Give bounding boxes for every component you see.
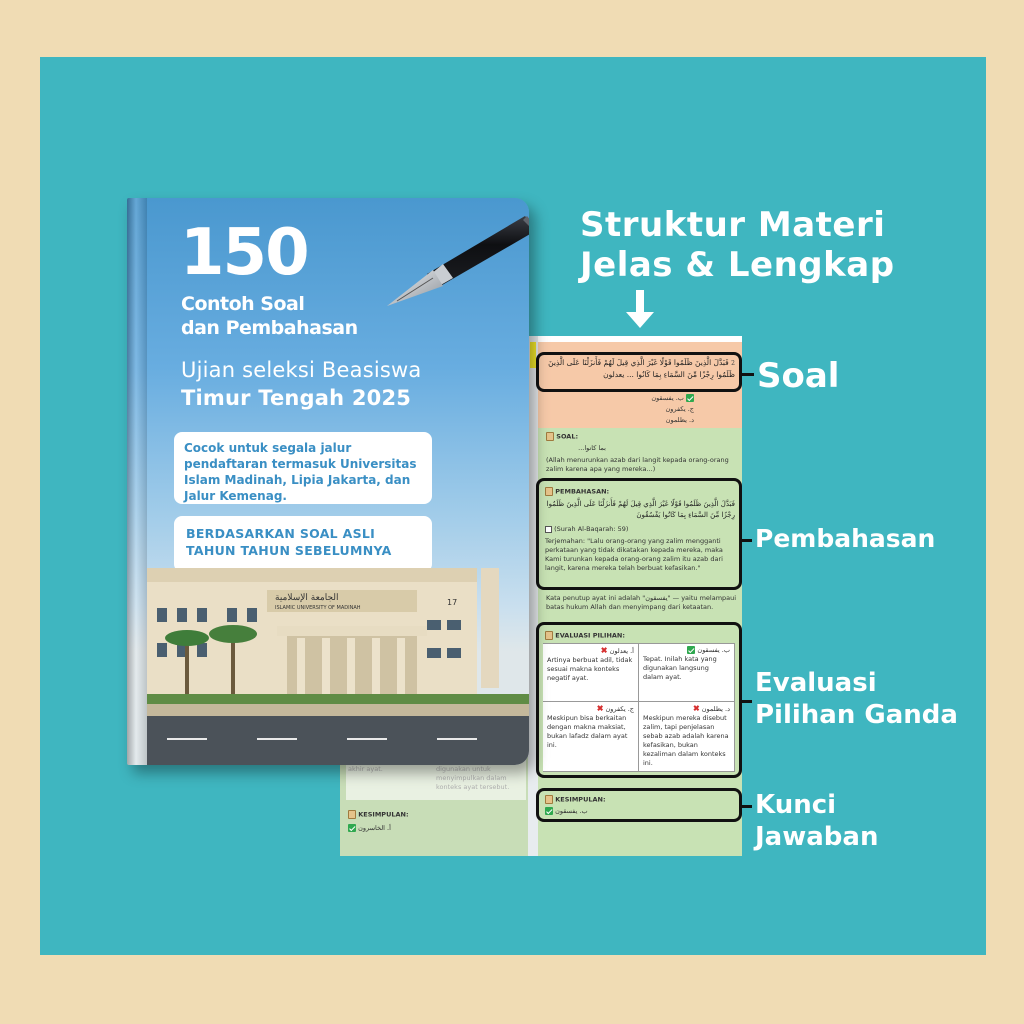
option-c: ج. يكفرون: [665, 405, 694, 413]
eval-cell-b: [639, 644, 735, 702]
evaluasi-grid: [543, 643, 735, 771]
label-kunci-line2: Jawaban: [755, 822, 879, 852]
soal-box: [536, 352, 742, 392]
question-number: 2: [731, 360, 735, 367]
building-number: 17: [447, 598, 458, 607]
connector-evaluasi: [740, 700, 752, 703]
scroll-icon: [545, 487, 553, 496]
label-kunci-jawaban: [755, 789, 878, 853]
eval-a-title: أ. يعدلون: [609, 647, 634, 655]
soal-translation: (Allah menurunkan azab dari langit kepada orang-orang zalim karena apa yang mereka...): [546, 456, 729, 473]
kesimpulan-label: KESIMPULAN:: [555, 795, 606, 804]
eval-a-text: Artinya berbuat adil, tidak sesuai makna konteks negatif ayat.: [547, 656, 633, 682]
page-divider: [528, 336, 538, 856]
eval-b-title: ب. يفسقون: [697, 646, 730, 654]
kesimpulan-answer: ب. يفسقون: [555, 807, 588, 815]
eval-d-title: د. يظلمون: [701, 705, 730, 713]
building-sign-arabic: الجامعة الإسلامية: [275, 593, 339, 603]
eval-b-text: Tepat. Inilah kata yang digunakan langsung dalam ayat.: [643, 655, 717, 681]
question-text: فَبَدَّلَ الَّذِينَ ظَلَمُوا قَوْلًا غَيْرَ الَّذِي قِيلَ لَهُمْ فَأَنزَلْنَا عَلَى الَّذِينَ ظَلَمُوا رِجْزًا مِّنَ السَّمَاءِ بِمَا كَانُوا ... يعدلون: [548, 358, 735, 379]
cross-icon: ✖: [693, 703, 700, 713]
checkbox-icon: [545, 526, 552, 533]
scroll-icon: [545, 795, 553, 804]
option-d: د. يظلمون: [665, 416, 694, 424]
kesimpulan-box: [536, 788, 742, 822]
book-badge-card: [174, 516, 432, 572]
label-evaluasi: [755, 667, 958, 731]
book-number: 150: [180, 216, 308, 290]
terjemahan: Terjemahan: "Lalu orang-orang yang zalim mengganti perkataan yang tidak dikatakan kepada mereka, maka Kami turunkan kepada orang-orang zalim itu azab dari langit, karena mereka telah berbuat kefasikan.": [545, 537, 723, 572]
cross-icon: ✖: [600, 645, 608, 655]
check-icon: [348, 824, 356, 832]
option-b: ب. يفسقون: [651, 394, 684, 402]
heading-line1: Struktur Materi: [580, 205, 886, 245]
connector-kunci: [740, 805, 752, 808]
book-title: [181, 356, 421, 412]
book-cover: [127, 198, 529, 765]
scroll-icon: [545, 631, 553, 640]
book-description-card: Cocok untuk segala jalur pendaftaran termasuk Universitas Islam Madinah, Lipia Jakarta, dan Jalur Kemenag.: [174, 432, 432, 504]
cross-icon: ✖: [596, 703, 604, 713]
eval-cell-a: [543, 644, 639, 702]
pembahasan-box: [536, 478, 742, 590]
evaluasi-box: [536, 622, 742, 778]
check-icon: [687, 646, 695, 654]
book-subtitle-line1: Contoh Soal: [181, 293, 305, 315]
scroll-icon: [546, 432, 554, 441]
pembahasan-arabic: فَبَدَّلَ الَّذِينَ ظَلَمُوا قَوْلًا غَيْرَ الَّذِي قِيلَ لَهُمْ فَأَنزَلْنَا عَلَى الَّذِينَ ظَلَمُوا رِجْزًا مِّنَ السَّمَاءِ بِمَا كَانُوا يَفْسُقُونَ: [546, 500, 735, 519]
connector-soal: [740, 373, 754, 376]
check-icon: [545, 807, 553, 815]
fountain-pen-icon: [347, 208, 529, 318]
label-evaluasi-line2: Pilihan Ganda: [755, 700, 958, 730]
eval-d-text: Meskipun mereka disebut zalim, tapi penjelasan sebab azab adalah karena kefasikan, bukan kezaliman dalam konteks ini.: [643, 714, 729, 767]
scroll-icon: [348, 810, 356, 819]
eval-cell-c: [543, 702, 639, 772]
book-subtitle: [181, 292, 358, 340]
heading-line2: Jelas & Lengkap: [580, 245, 895, 285]
soal-label: SOAL:: [556, 432, 579, 441]
surah-ref: (Surah Al-Baqarah: 59): [554, 525, 629, 533]
soal-arabic: بما كانوا...: [578, 444, 606, 452]
label-evaluasi-line1: Evaluasi: [755, 668, 877, 698]
university-building-illustration: [147, 568, 529, 765]
book-spine: [127, 198, 147, 765]
closing-note: Kata penutup ayat ini adalah "يفسقون" — yaitu melampaui batas hukum Allah dan menyimpang dari ketaatan.: [546, 594, 737, 611]
behind-kesimpulan: KESIMPULAN:: [358, 810, 409, 819]
book-badge-line1: BERDASARKAN SOAL ASLI: [186, 526, 376, 541]
book-subtitle-line2: dan Pembahasan: [181, 317, 358, 339]
check-icon: [686, 394, 694, 402]
label-kunci-line1: Kunci: [755, 790, 837, 820]
pembahasan-label: PEMBAHASAN:: [555, 487, 610, 496]
eval-cell-d: [639, 702, 735, 772]
arrow-down-icon: [622, 290, 658, 330]
page-main: [538, 336, 742, 856]
connector-pembahasan: [740, 539, 752, 542]
label-pembahasan: Pembahasan: [755, 524, 936, 553]
evaluasi-label: EVALUASI PILIHAN:: [555, 631, 625, 640]
book-title-line1: Ujian seleksi Beasiswa: [181, 358, 422, 382]
heading-struktur-materi: [580, 205, 895, 285]
label-soal: Soal: [757, 356, 840, 396]
book-title-line2: Timur Tengah 2025: [181, 386, 412, 410]
eval-c-text: Meskipun bisa berkaitan dengan makna maksiat, bukan lafadz dalam ayat ini.: [547, 714, 628, 749]
eval-c-title: ج. يكفرون: [605, 705, 634, 713]
behind-answer: أ. الخاسرون: [358, 824, 391, 832]
building-sign-english: ISLAMIC UNIVERSITY OF MADINAH: [275, 605, 361, 611]
book-badge-line2: TAHUN TAHUN SEBELUMNYA: [186, 543, 392, 558]
